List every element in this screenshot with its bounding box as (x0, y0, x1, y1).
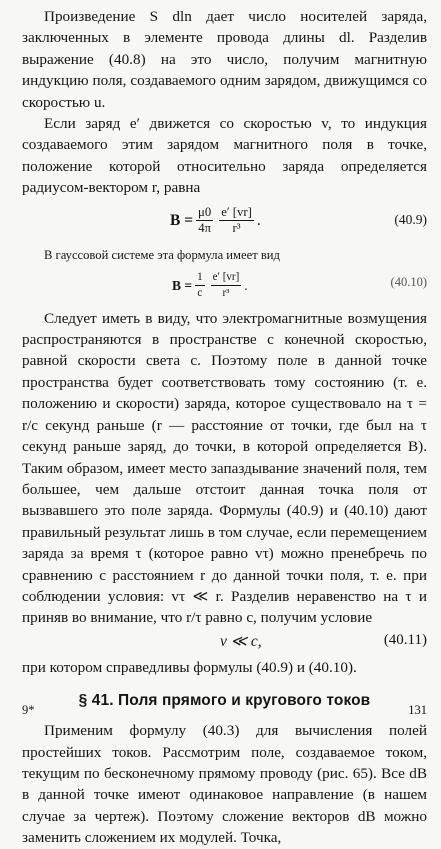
formula-40-9-number: (40.9) (394, 211, 427, 227)
formula-40-9 (22, 201, 427, 243)
page-footer (22, 703, 427, 718)
paragraph-2: Если заряд e′ движется со скоростью v, то индукция создаваемого этим зарядом магнитного поля в точке, положение которой относительно заряда определяется радиусом-вектором r, равна (22, 115, 427, 197)
inequality-40-11 (22, 631, 427, 655)
formula-40-10 (22, 266, 427, 304)
formula-40-10-fraction (211, 270, 242, 301)
coef-denominator: c (197, 287, 203, 300)
inequality-expression: v ≪ c, (220, 632, 262, 650)
section-heading: § 41. Поля прямого и кругового токов (78, 692, 371, 710)
formula-40-10-coefficient (195, 270, 205, 301)
formula-40-10-number: (40.10) (390, 274, 427, 289)
gaussian-note: В гауссовой системе эта формула имеет вид (44, 247, 280, 262)
fraction-denominator: r³ (232, 221, 241, 236)
formula-40-9-tail: . (256, 211, 261, 229)
paragraph-1: Произведение S dln дает число носителей заряда, заключенных в элементе провода длины dl. Разделив выражение (40.8) на это число, получим магнитную индукцию поля, создаваемого одним зарядом, движущимся со скоростью u. (22, 8, 427, 111)
fraction-numerator: e′ [vr] (211, 270, 242, 286)
formula-40-9-coefficient (196, 205, 213, 236)
formula-40-10-tail: . (244, 277, 248, 293)
coef-numerator: μ0 (198, 205, 212, 220)
paragraph-4: Следует иметь в виду, что электромагнитные возмущения распространяются в пространстве с конечной скоростью, равной скорости света c. Поэтому поле в данной точке пространства будет соответствовать тому состоянию (т. е. положению и скорости) заряда, которое существовало на τ = r/c секунд раньше (r — расстояние от точки, где был на τ секунд раньше заряд, до точки, в которой определяется B). Таким образом, имеет место запаздывание значений поля, тем большее, чем дальше отстоит данная точка поля от вызвавшего это поле заряда. Формулы (40.9) и (40.10) дают правильный результат лишь в том случае, если перемещением заряда за время τ (которое равно vτ) можно пренебречь по сравнению с расстоянием r до данной точки поля, т. е. при соблюдении условия: vτ ≪ r. Разделив неравенство на τ и приняв во внимание, что r/τ равно c, получим условие (22, 309, 427, 627)
signature-mark: 9* (22, 703, 35, 717)
page-number: 131 (408, 703, 427, 717)
paragraph-6: Применим формулу (40.3) для вычисления полей простейших токов. Рассмотрим поле, создаваемое током, текущим по бесконечному прямому проводу (рис. 65). Все dB в данной точке имеют одинаковое направление (в нашем случае за чертеж). Поэтому сложение векторов dB можно заменить сложением их модулей. Точка, (22, 722, 427, 847)
paragraph-5: при котором справедливы формулы (40.9) и (40.10). (22, 658, 357, 676)
formula-40-9-fraction (219, 205, 254, 236)
fraction-denominator: r³ (222, 287, 230, 300)
formula-40-10-lhs: B = (172, 277, 193, 293)
fraction-numerator: e′ [vr] (221, 205, 252, 220)
formula-40-9-lhs: B = (170, 211, 194, 229)
coef-denominator: 4π (198, 221, 212, 236)
inequality-number: (40.11) (383, 631, 427, 648)
coef-numerator: 1 (195, 270, 205, 286)
